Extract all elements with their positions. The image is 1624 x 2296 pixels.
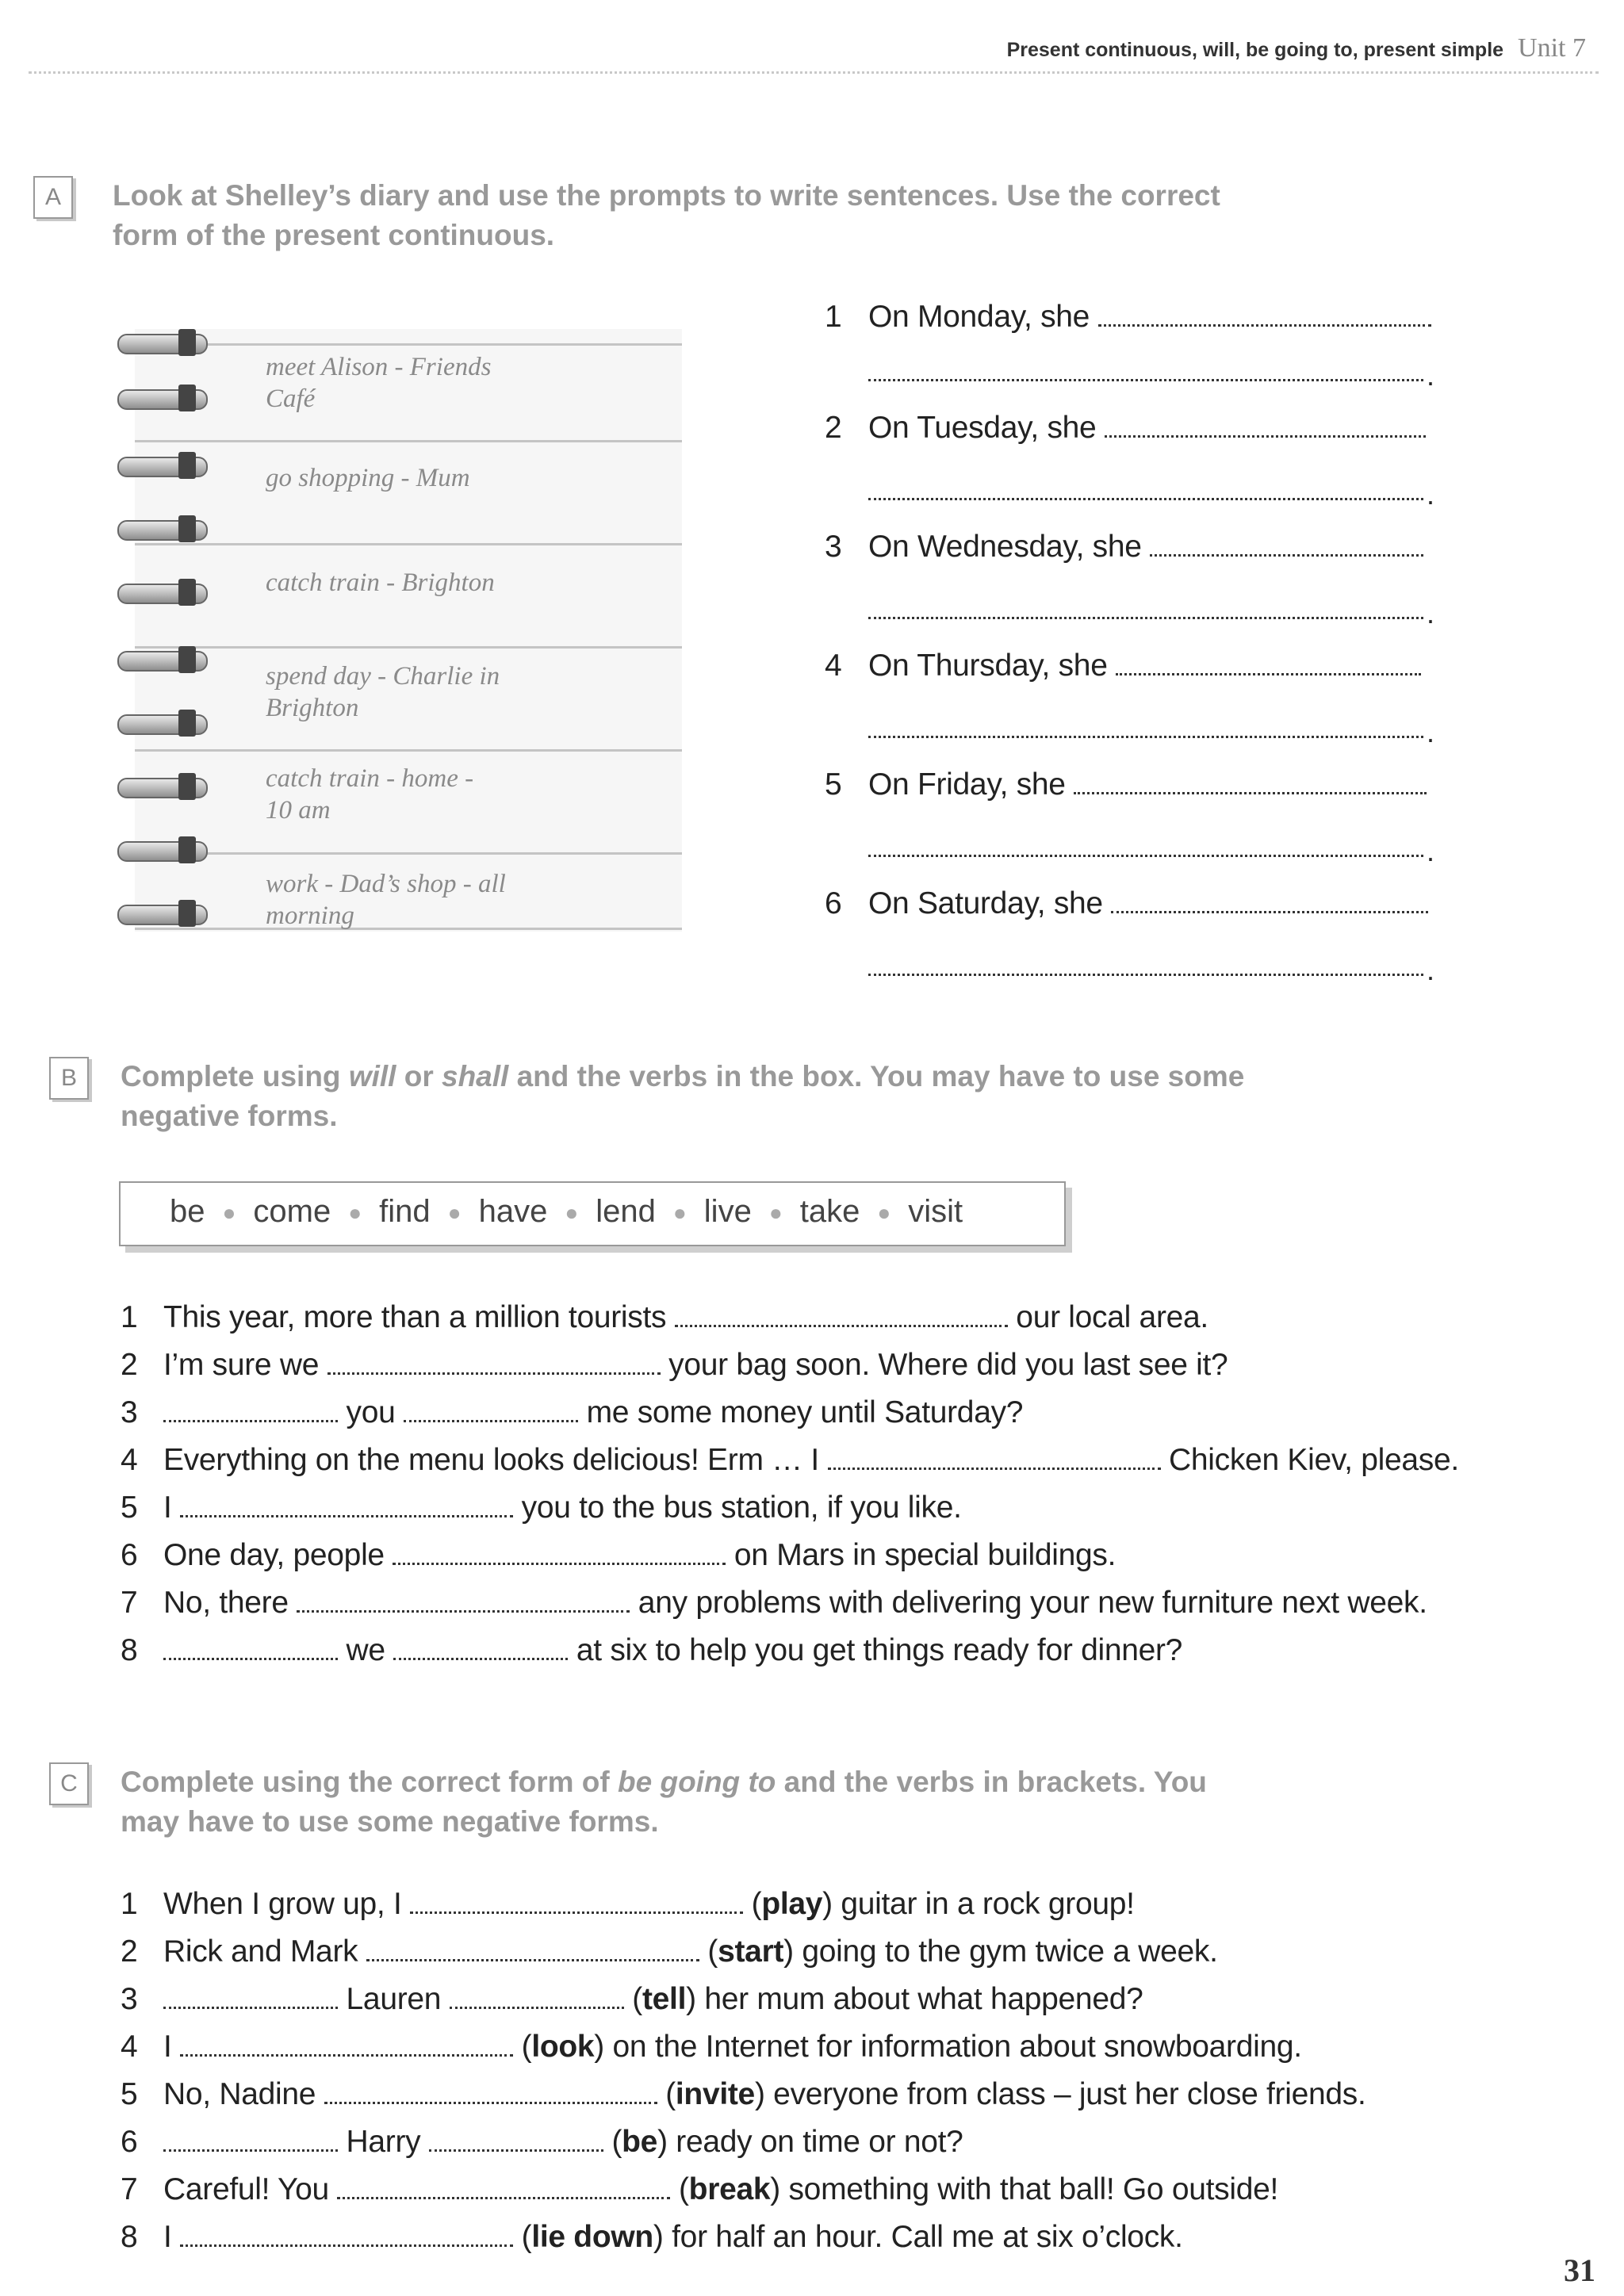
diary-line — [135, 343, 682, 346]
a-item-1: 1 On Monday, she — [825, 300, 1431, 335]
c-item-5: 5 No, Nadine (invite) everyone from class – just her close friends. — [121, 2077, 1366, 2111]
answer-blank[interactable] — [393, 1650, 568, 1660]
answer-blank[interactable] — [450, 1999, 624, 2009]
section-a-instruction-line1: Look at Shelley’s diary and use the prompts to write sentences. Use the correct — [113, 179, 1220, 212]
answer-blank[interactable] — [868, 855, 1423, 857]
answer-blank[interactable] — [180, 2237, 513, 2247]
b-item-6: 6 One day, people on Mars in special buildings. — [121, 1538, 1116, 1572]
answer-blank[interactable] — [868, 498, 1423, 500]
verb: have — [478, 1194, 548, 1229]
answer-blank[interactable] — [404, 1412, 578, 1422]
c-item-1: 1 When I grow up, I (play) guitar in a rock group! — [121, 1887, 1135, 1921]
diary-line — [135, 543, 682, 545]
answer-blank[interactable] — [1098, 316, 1431, 327]
b-item-7: 7 No, there any problems with delivering your new furniture next week. — [121, 1586, 1427, 1620]
a-item-6: 6 On Saturday, she — [825, 886, 1428, 921]
spiral-ring-icon — [103, 579, 214, 606]
section-c-badge: C — [49, 1762, 89, 1805]
c-item-2: 2 Rick and Mark (start) going to the gym twice a week. — [121, 1934, 1218, 1969]
diary-entry-tuesday: go shopping - Mum — [266, 464, 470, 492]
b-item-1: 1 This year, more than a million tourists our local area. — [121, 1300, 1208, 1334]
answer-blank[interactable] — [327, 1364, 661, 1375]
answer-blank[interactable] — [163, 1650, 338, 1660]
verb-box — [119, 1181, 1066, 1246]
section-b-badge: B — [49, 1057, 89, 1100]
a-item-3: 3 On Wednesday, she — [825, 530, 1423, 564]
answer-blank[interactable] — [1116, 665, 1421, 675]
answer-blank[interactable] — [868, 617, 1423, 619]
header-rule — [29, 71, 1599, 74]
bullet-icon: ● — [565, 1200, 579, 1226]
answer-blank[interactable] — [828, 1460, 1161, 1470]
answer-blank[interactable] — [1111, 903, 1428, 913]
diary-line — [135, 749, 682, 752]
verb: lend — [596, 1194, 656, 1229]
spiral-ring-icon — [103, 329, 214, 356]
answer-blank[interactable] — [1150, 546, 1423, 557]
section-a-badge: A — [33, 176, 73, 219]
page-number: 31 — [1564, 2252, 1595, 2288]
section-c-instruction: Complete using the correct form of be going to and the verbs in brackets. You may have to use some negative forms. — [121, 1766, 1207, 1838]
spiral-ring-icon — [103, 515, 214, 542]
answer-blank[interactable] — [324, 2094, 657, 2104]
answer-blank[interactable] — [163, 1999, 338, 2009]
b-item-3: 3 you me some money until Saturday? — [121, 1395, 1024, 1429]
spiral-ring-icon — [103, 385, 214, 411]
b-item-8: 8 we at six to help you get things ready for dinner? — [121, 1633, 1183, 1667]
shelley-diary — [103, 313, 698, 947]
a-item-2: 2 On Tuesday, she — [825, 411, 1426, 446]
section-a-instruction — [113, 176, 1220, 255]
verb-list — [170, 1194, 963, 1230]
bullet-icon: ● — [222, 1200, 236, 1226]
answer-blank[interactable] — [1074, 784, 1427, 794]
a-item-4: 4 On Thursday, she — [825, 649, 1421, 683]
answer-blank[interactable] — [429, 2141, 603, 2152]
diary-page — [135, 329, 682, 932]
diary-entry-thursday: spend day - Charlie in Brighton — [266, 662, 500, 722]
spiral-ring-icon — [103, 836, 214, 863]
answer-blank[interactable] — [163, 2141, 338, 2152]
c-item-4: 4 I (look) on the Internet for information about snowboarding. — [121, 2030, 1302, 2064]
answer-blank[interactable] — [868, 974, 1423, 976]
answer-blank[interactable] — [410, 1904, 743, 1914]
answer-blank[interactable] — [393, 1555, 726, 1565]
bullet-icon: ● — [348, 1200, 362, 1226]
b-item-2: 2 I’m sure we your bag soon. Where did you last see it? — [121, 1348, 1228, 1382]
bullet-icon: ● — [877, 1200, 891, 1226]
a-item-5: 5 On Friday, she — [825, 767, 1427, 802]
verb: live — [703, 1194, 752, 1229]
diary-entry-saturday: work - Dad’s shop - all morning — [266, 870, 506, 930]
header-title: Present continuous, will, be going to, present simple — [1006, 39, 1504, 61]
bullet-icon: ● — [768, 1200, 783, 1226]
spiral-ring-icon — [103, 646, 214, 673]
diary-entry-friday: catch train - home - 10 am — [266, 764, 474, 825]
running-header — [0, 22, 1624, 78]
c-item-7: 7 Careful! You (break) something with that ball! Go outside! — [121, 2172, 1279, 2206]
spiral-ring-icon — [103, 900, 214, 927]
spiral-ring-icon — [103, 452, 214, 479]
diary-entry-wednesday: catch train - Brighton — [266, 568, 495, 597]
answer-blank[interactable] — [868, 379, 1423, 381]
answer-blank[interactable] — [180, 2046, 513, 2057]
section-b-instruction: Complete using will or shall and the verbs in the box. You may have to use some negative forms. — [121, 1060, 1245, 1132]
answer-blank[interactable] — [297, 1602, 630, 1613]
header-unit: Unit 7 — [1518, 33, 1586, 63]
diary-entry-monday: meet Alison - Friends Café — [266, 353, 492, 413]
b-item-4: 4 Everything on the menu looks delicious! Erm … I Chicken Kiev, please. — [121, 1443, 1459, 1477]
diary-line — [135, 440, 682, 442]
answer-blank[interactable] — [163, 1412, 338, 1422]
spiral-ring-icon — [103, 710, 214, 737]
answer-blank[interactable] — [366, 1951, 699, 1961]
answer-blank[interactable] — [1105, 427, 1426, 438]
header-text — [1007, 33, 1586, 63]
answer-blank[interactable] — [868, 736, 1423, 738]
bullet-icon: ● — [672, 1200, 687, 1226]
verb: visit — [908, 1194, 963, 1229]
b-item-5: 5 I you to the bus station, if you like. — [121, 1490, 962, 1525]
section-a-instruction-line2: form of the present continuous. — [113, 219, 555, 251]
bullet-icon: ● — [447, 1200, 462, 1226]
c-item-6: 6 Harry (be) ready on time or not? — [121, 2125, 963, 2159]
verb: be — [170, 1194, 205, 1229]
answer-blank[interactable] — [180, 1507, 513, 1517]
c-item-3: 3 Lauren (tell) her mum about what happened? — [121, 1982, 1143, 2016]
verb: come — [253, 1194, 331, 1229]
verb: find — [379, 1194, 431, 1229]
answer-blank[interactable] — [337, 2189, 670, 2199]
diary-line — [135, 646, 682, 649]
verb: take — [799, 1194, 860, 1229]
diary-line — [135, 852, 682, 855]
c-item-8: 8 I (lie down) for half an hour. Call me at six o’clock. — [121, 2220, 1183, 2254]
spiral-ring-icon — [103, 773, 214, 800]
answer-blank[interactable] — [675, 1317, 1008, 1327]
